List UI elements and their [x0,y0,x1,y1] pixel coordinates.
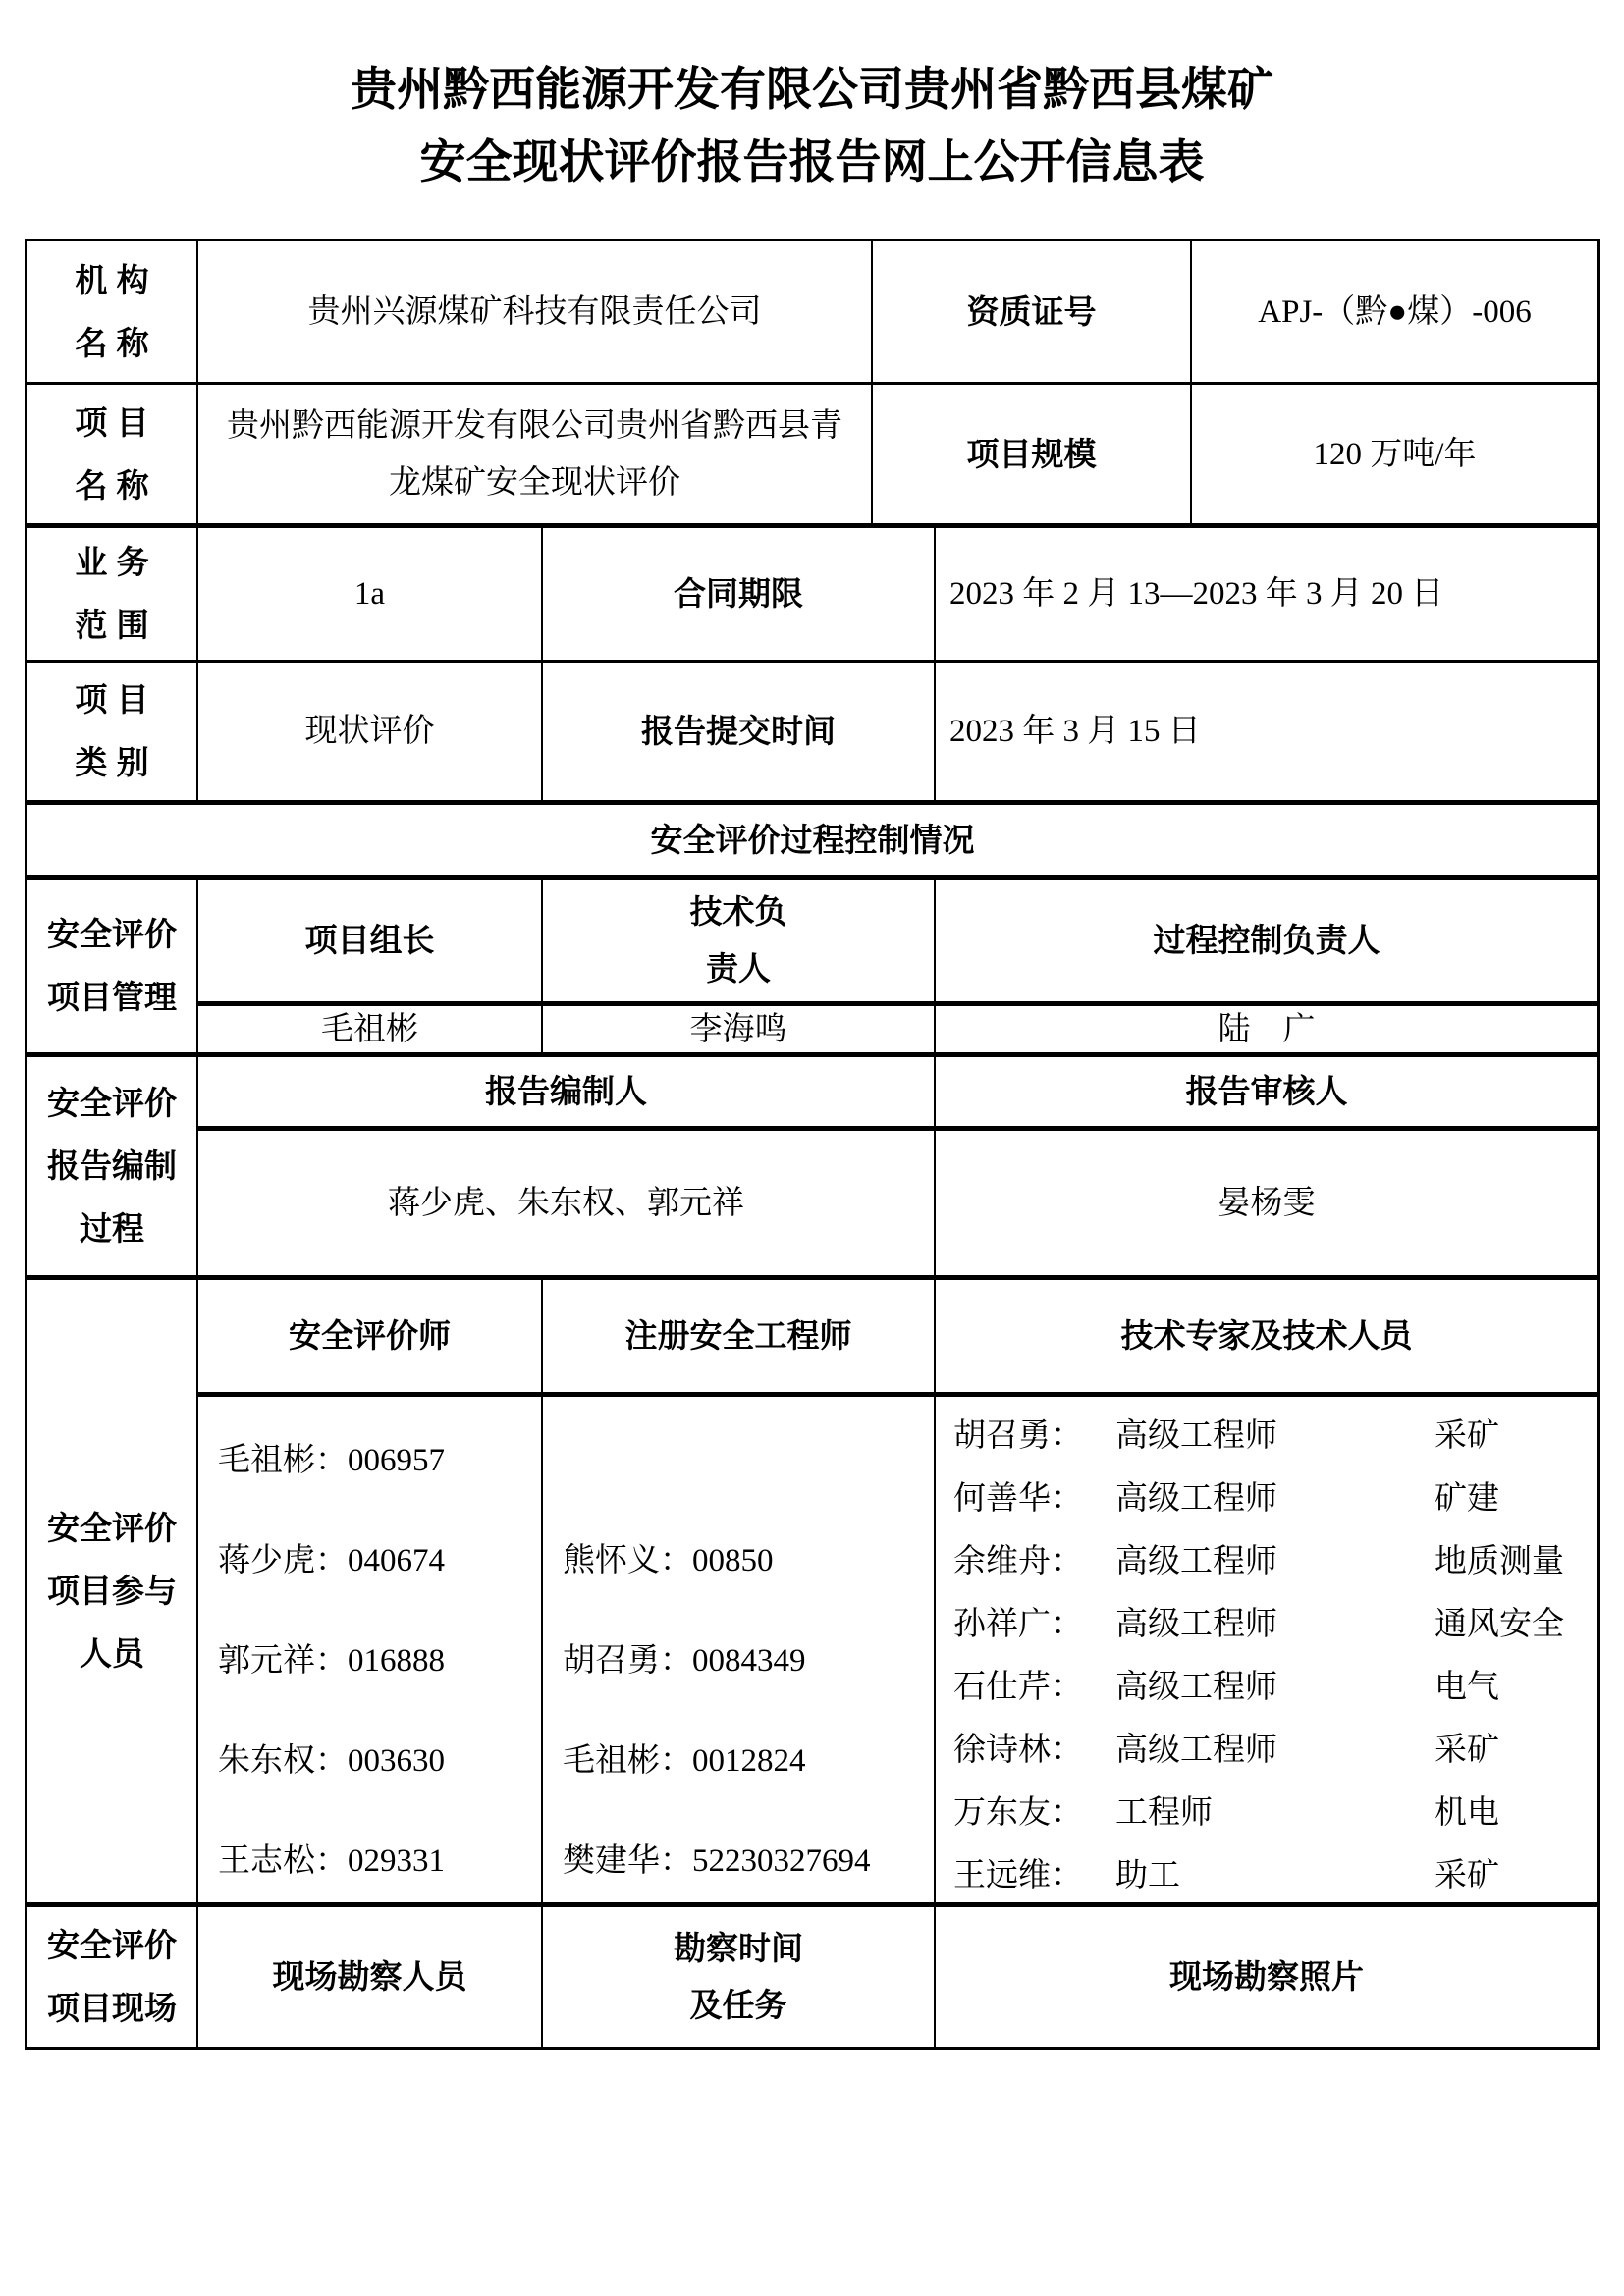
expert-item [953,1719,1499,1782]
process-control-banner: 安全评价过程控制情况 [650,821,975,858]
expert-title: 高级工程师 [1115,1733,1277,1768]
technical-director-header-line2: 责人 [706,950,771,987]
expert-specialty: 采矿 [1435,1858,1499,1894]
project-scale-label: 项目规模 [871,385,1190,523]
expert-specialty: 通风安全 [1435,1607,1564,1642]
compilation-label-line1: 安全评价 [47,1085,177,1121]
compilation-section [27,1052,1597,1275]
row-project [27,382,1597,523]
participants-label-line3: 人员 [80,1635,144,1672]
management-label-line1: 安全评价 [47,916,177,952]
expert-name: 余维舟： [953,1544,1083,1579]
site-survey-personnel-header: 现场勘察人员 [196,1907,541,2047]
expert-name: 王远维： [953,1858,1083,1894]
org-name-value: 贵州兴源煤矿科技有限责任公司 [196,241,871,382]
expert-specialty: 采矿 [1435,1418,1499,1454]
document-title [0,54,1624,199]
compilation-label [27,1057,196,1275]
expert-specialty: 矿建 [1435,1481,1499,1517]
survey-time-task-header-line2: 及任务 [689,1987,787,2023]
safety-evaluators-list [196,1397,541,1902]
list-item: 毛祖彬：006957 [218,1443,445,1478]
project-name-value-line2: 龙煤矿安全现状评价 [389,464,680,501]
survey-time-task-header [541,1907,934,2047]
expert-name: 胡召勇： [953,1418,1083,1454]
expert-title: 工程师 [1115,1795,1213,1831]
title-line-2: 安全现状评价报告报告网上公开信息表 [419,137,1205,188]
project-leader-value: 毛祖彬 [196,1006,541,1052]
info-table [25,239,1600,2050]
list-item: 毛祖彬：0012824 [563,1743,806,1779]
expert-specialty: 采矿 [1435,1733,1499,1768]
expert-item [953,1593,1564,1656]
expert-title: 高级工程师 [1115,1418,1277,1454]
compilation-header-row [196,1057,1597,1126]
participants-label-line2: 项目参与 [47,1573,177,1609]
report-reviewer-value: 晏杨雯 [934,1131,1597,1275]
expert-specialty: 地质测量 [1435,1544,1564,1579]
contract-period-label: 合同期限 [541,528,934,660]
project-leader-header: 项目组长 [196,880,541,1001]
management-value-row [196,1001,1597,1052]
list-item: 王志松：029331 [218,1843,445,1879]
list-item: 郭元祥：016888 [218,1643,445,1679]
list-item: 蒋少虎：040674 [218,1543,445,1578]
compilation-label-line3: 过程 [80,1210,144,1247]
project-name-label-line2: 名 称 [75,466,149,504]
contract-period-value: 2023 年 2 月 13—2023 年 3 月 20 日 [934,528,1597,660]
list-item: 樊建华：52230327694 [563,1843,871,1879]
expert-name: 何善华： [953,1481,1083,1517]
report-submit-time-value: 2023 年 3 月 15 日 [934,663,1597,800]
management-header-row [196,880,1597,1001]
report-reviewer-header: 报告审核人 [934,1057,1597,1126]
expert-name: 徐诗林： [953,1733,1083,1768]
project-name-label-line1: 项 目 [75,403,149,441]
expert-title: 助工 [1115,1858,1180,1894]
technical-director-header-line1: 技术负 [689,893,787,930]
site-label-line1: 安全评价 [47,1927,177,1963]
management-label [27,880,196,1052]
expert-item [953,1656,1499,1719]
cert-number-label: 资质证号 [871,241,1190,382]
participants-label-line1: 安全评价 [47,1510,177,1546]
project-type-label-line2: 类 别 [75,744,149,780]
process-control-manager-header: 过程控制负责人 [934,880,1597,1001]
expert-title: 高级工程师 [1115,1607,1277,1642]
site-label [27,1907,196,2047]
business-scope-label-line2: 范 围 [75,607,149,643]
list-item: 胡召勇：0084349 [563,1643,806,1679]
management-label-line2: 项目管理 [47,979,177,1015]
participants-section [27,1275,1597,1902]
list-item: 熊怀义：00850 [563,1543,774,1578]
expert-item [953,1405,1499,1468]
project-type-value: 现状评价 [196,663,541,800]
expert-specialty: 电气 [1435,1670,1499,1705]
expert-name: 石仕芹： [953,1670,1083,1705]
expert-item [953,1468,1499,1530]
site-label-line2: 项目现场 [47,1990,177,2026]
compilation-label-line2: 报告编制 [47,1148,177,1184]
report-submit-time-label: 报告提交时间 [541,663,934,800]
title-line-1: 贵州黔西能源开发有限公司贵州省黔西县煤矿 [351,65,1273,116]
report-compilers-value: 蒋少虎、朱东权、郭元祥 [196,1131,934,1275]
business-scope-value: 1a [196,528,541,660]
technical-director-header [541,880,934,1001]
survey-time-task-header-line1: 勘察时间 [674,1930,803,1966]
process-control-manager-value: 陆 广 [934,1006,1597,1052]
row-scope [27,523,1597,660]
registered-engineers-list [541,1397,934,1902]
safety-evaluators-header: 安全评价师 [196,1280,541,1392]
technical-director-value: 李海鸣 [541,1006,934,1052]
business-scope-label-line1: 业 务 [75,544,149,580]
row-process-control-banner [27,800,1597,875]
list-item: 朱东权：003630 [218,1743,445,1779]
project-scale-value: 120 万吨/年 [1190,385,1597,523]
expert-item [953,1844,1499,1902]
technical-experts-list [934,1397,1597,1902]
site-header-row [196,1907,1597,2047]
project-name-value [196,385,871,523]
org-name-label-line2: 名 称 [75,324,149,361]
expert-item [953,1782,1499,1844]
expert-specialty: 机电 [1435,1795,1499,1831]
site-section [27,1902,1597,2047]
site-survey-photos-header: 现场勘察照片 [934,1907,1597,2047]
expert-name: 万东友： [953,1795,1083,1831]
report-compilers-header: 报告编制人 [196,1057,934,1126]
registered-engineers-header: 注册安全工程师 [541,1280,934,1392]
expert-title: 高级工程师 [1115,1544,1277,1579]
project-type-label [27,663,196,800]
management-section [27,875,1597,1052]
business-scope-label [27,528,196,660]
compilation-value-row [196,1126,1597,1275]
expert-title: 高级工程师 [1115,1481,1277,1517]
expert-title: 高级工程师 [1115,1670,1277,1705]
participants-header-row [196,1280,1597,1392]
project-type-label-line1: 项 目 [75,681,149,718]
participants-label [27,1280,196,1902]
project-name-value-line1: 贵州黔西能源开发有限公司贵州省黔西县青 [227,407,842,444]
participants-value-row [196,1392,1597,1902]
cert-number-value: APJ-（黔●煤）-006 [1190,241,1597,382]
org-name-label-line1: 机 构 [75,261,149,298]
expert-item [953,1530,1564,1593]
technical-experts-header: 技术专家及技术人员 [934,1280,1597,1392]
row-type [27,660,1597,800]
expert-name: 孙祥广： [953,1607,1083,1642]
project-name-label [27,385,196,523]
row-org [27,241,1597,382]
org-name-label [27,241,196,382]
